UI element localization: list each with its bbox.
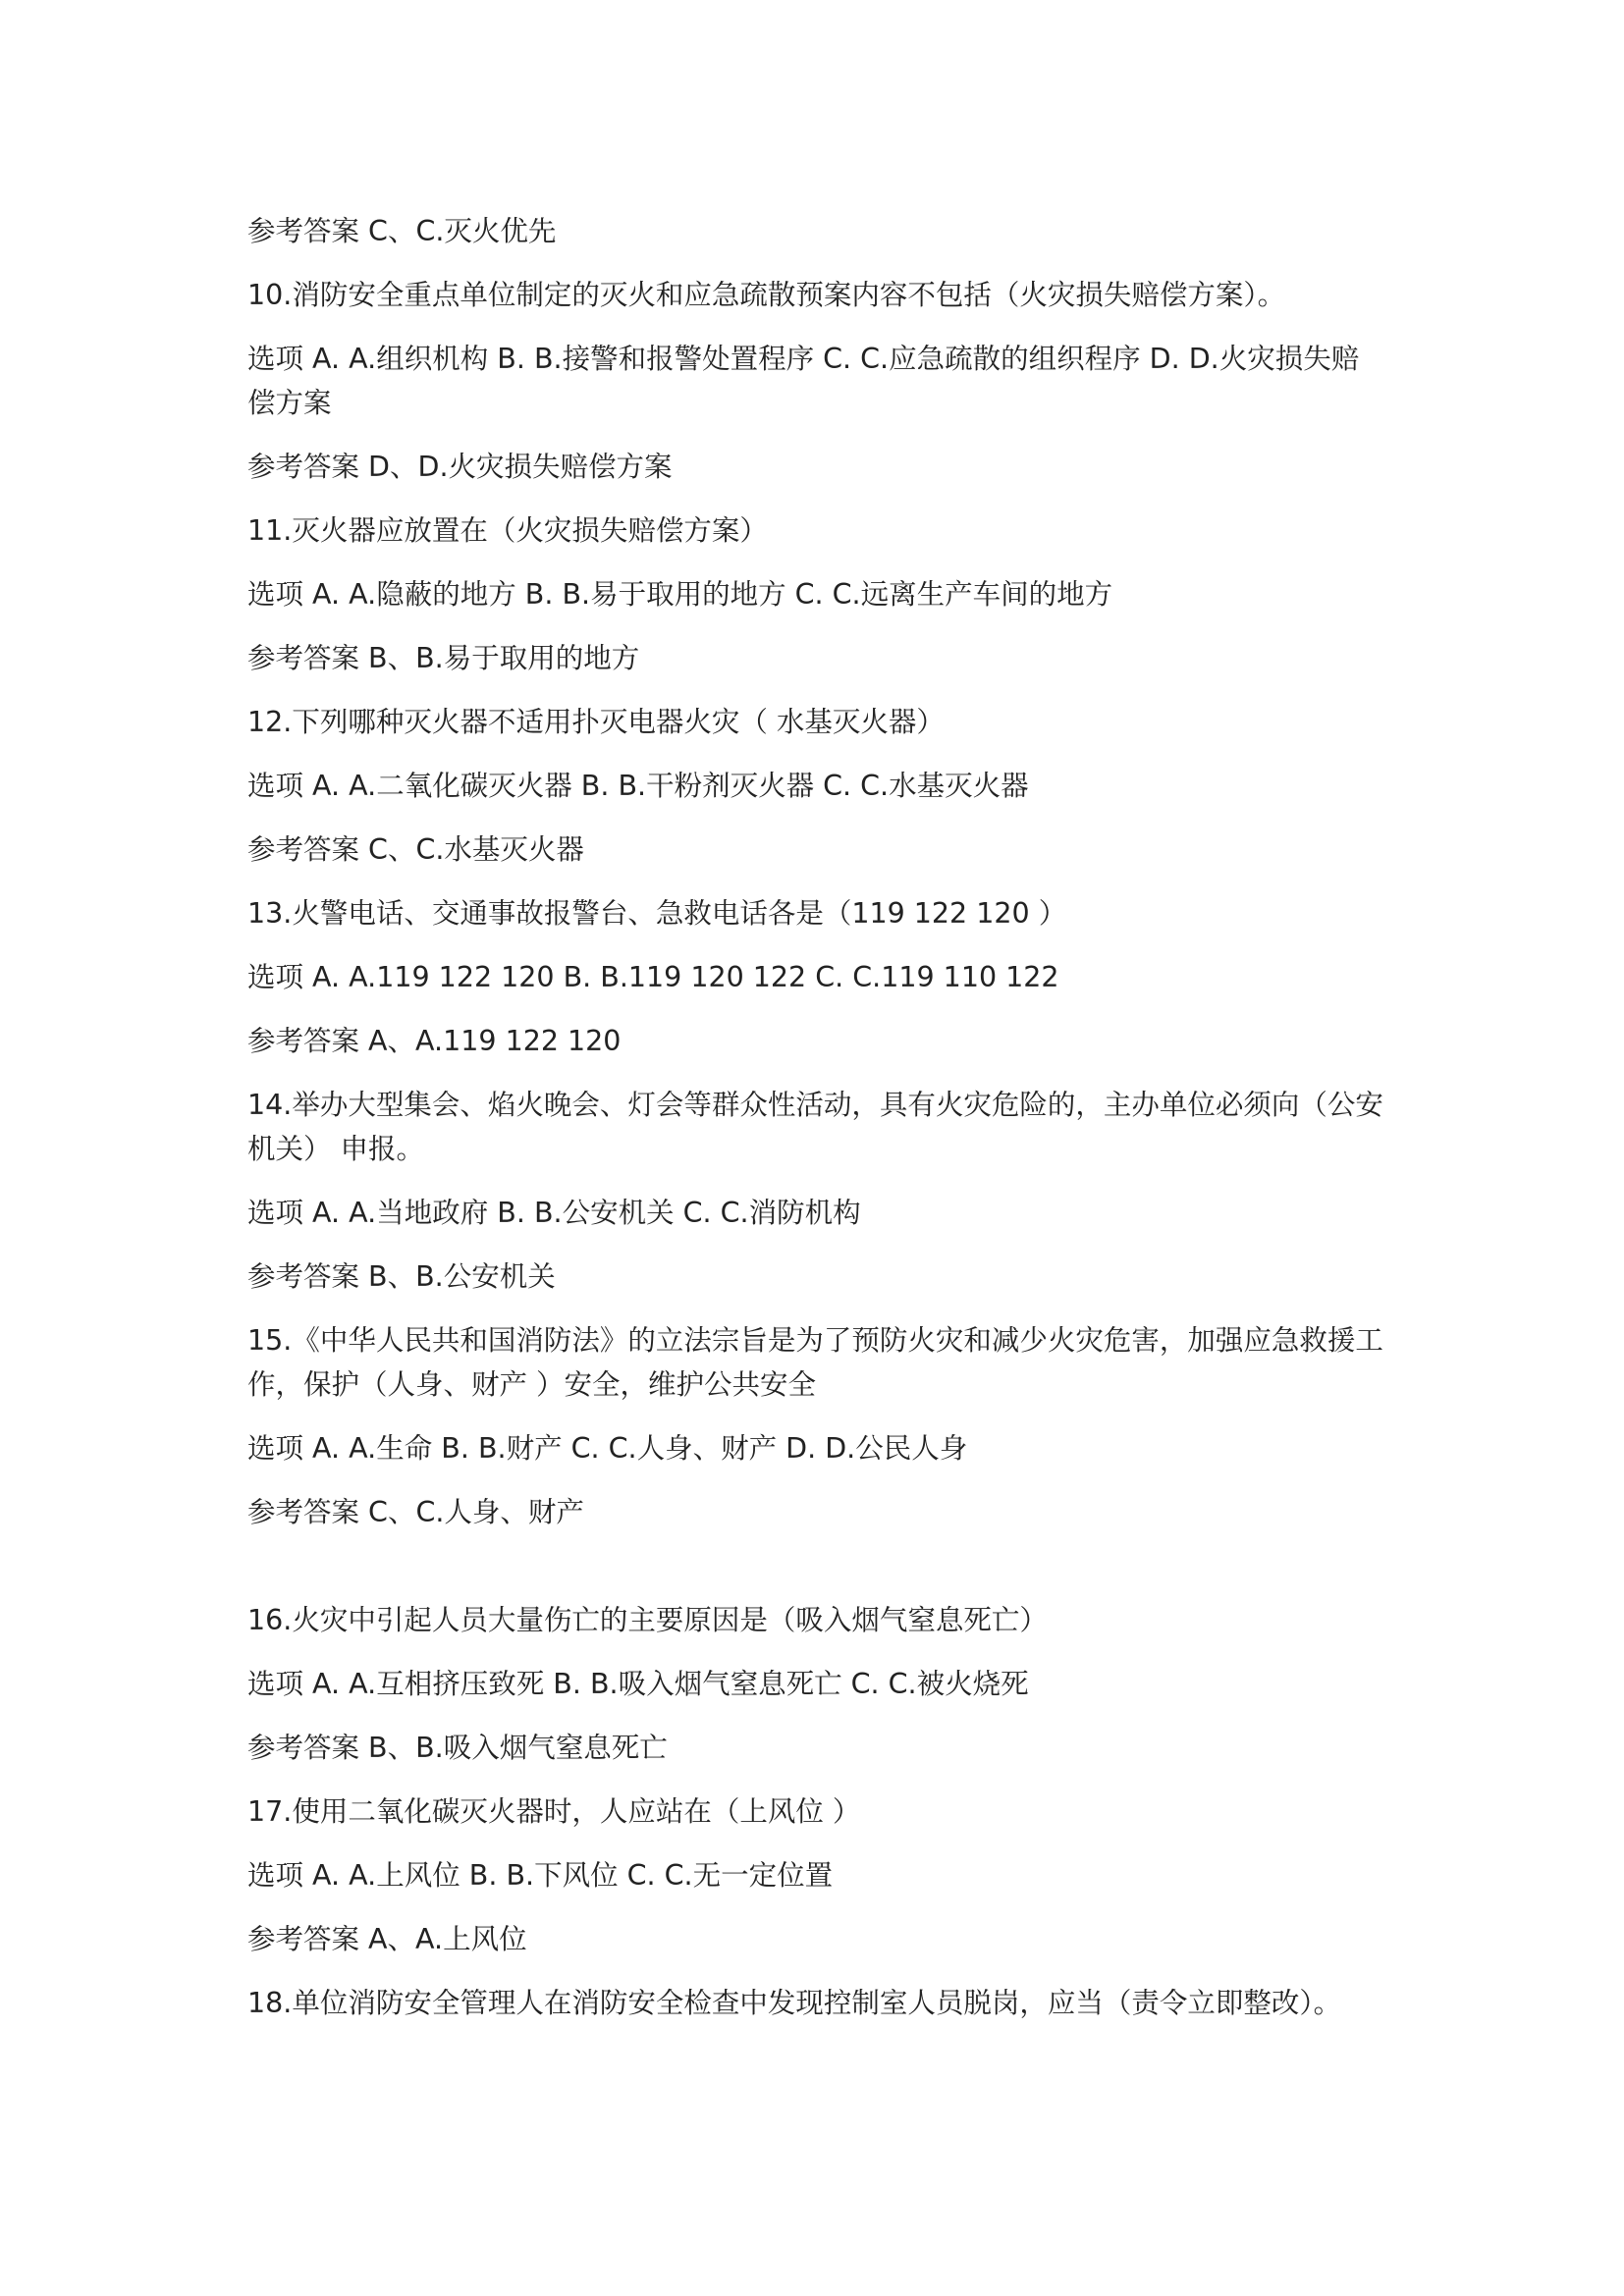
answer-q11: 参考答案 B、B.易于取用的地方 — [247, 642, 640, 674]
answer-q13: 参考答案 A、A.119 122 120 — [247, 1025, 622, 1057]
options-q14: 选项 A. A.当地政府 B. B.公安机关 C. C.消防机构 — [247, 1197, 861, 1229]
question-12: 12.下列哪种灭火器不适用扑灭电器火灾（ 水基灭火器） — [247, 706, 945, 738]
question-13: 13.火警电话、交通事故报警台、急救电话各是（119 122 120 ） — [247, 897, 1067, 930]
answer-q17: 参考答案 A、A.上风位 — [247, 1923, 527, 1955]
answer-q12: 参考答案 C、C.水基灭火器 — [247, 833, 584, 866]
question-15: 15.《中华人民共和国消防法》的立法宗旨是为了预防火灾和减少火灾危害，加强应急救援工作，保护（人身、财产 ）安全，维护公共安全 — [247, 1324, 1383, 1401]
answer-q15: 参考答案 C、C.人身、财产 — [247, 1496, 584, 1528]
answer-q10: 参考答案 D、D.火灾损失赔偿方案 — [247, 451, 673, 483]
answer-q14: 参考答案 B、B.公安机关 — [247, 1260, 556, 1293]
options-q11: 选项 A. A.隐蔽的地方 B. B.易于取用的地方 C. C.远离生产车间的地方 — [247, 578, 1113, 611]
options-q17: 选项 A. A.上风位 B. B.下风位 C. C.无一定位置 — [247, 1859, 834, 1892]
question-18: 18.单位消防安全管理人在消防安全检查中发现控制室人员脱岗，应当（责令立即整改）。 — [247, 1987, 1342, 2019]
question-10: 10.消防安全重点单位制定的灭火和应急疏散预案内容不包括（火灾损失赔偿方案）。 — [247, 279, 1286, 311]
document-body — [247, 209, 1386, 2045]
options-q12: 选项 A. A.二氧化碳灭火器 B. B.干粉剂灭火器 C. C.水基灭火器 — [247, 770, 1029, 802]
question-11: 11.灭火器应放置在（火灾损失赔偿方案） — [247, 514, 768, 547]
options-q10: 选项 A. A.组织机构 B. B.接警和报警处置程序 C. C.应急疏散的组织程序 D. D.火灾损失赔偿方案 — [247, 343, 1360, 419]
options-q15: 选项 A. A.生命 B. B.财产 C. C.人身、财产 D. D.公民人身 — [247, 1432, 968, 1465]
question-17: 17.使用二氧化碳灭火器时，人应站在（上风位 ） — [247, 1795, 861, 1828]
question-16: 16.火灾中引起人员大量伤亡的主要原因是（吸入烟气窒息死亡） — [247, 1604, 1048, 1636]
question-14: 14.举办大型集会、焰火晚会、灯会等群众性活动，具有火灾危险的，主办单位必须向（公安机关） 申报。 — [247, 1089, 1383, 1165]
answer-q16: 参考答案 B、B.吸入烟气窒息死亡 — [247, 1732, 668, 1764]
options-q16: 选项 A. A.互相挤压致死 B. B.吸入烟气窒息死亡 C. C.被火烧死 — [247, 1668, 1029, 1700]
options-q13: 选项 A. A.119 122 120 B. B.119 120 122 C. C.119 110 122 — [247, 961, 1059, 993]
answer-line-q9: 参考答案 C、C.灭火优先 — [247, 215, 557, 247]
